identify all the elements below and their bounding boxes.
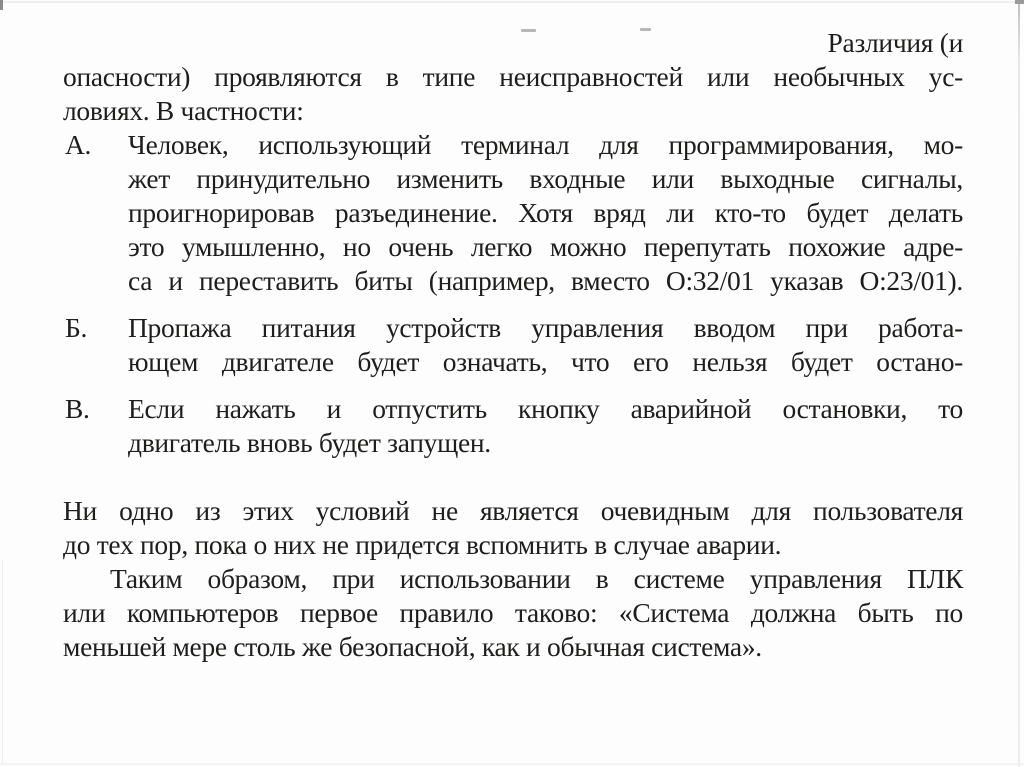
rule-paragraph (63, 562, 963, 664)
list-item-a-line: это умышленно, но очень легко можно перепутать похожие адре- (128, 231, 963, 262)
scan-edge-bottom (0, 763, 1024, 765)
list-item-b-label: Б. (65, 312, 88, 343)
intro-paragraph (63, 26, 963, 128)
scan-edge-top (0, 1, 1024, 3)
rule-line: меньшей мере столь же безопасной, как и обычная система». (63, 631, 762, 662)
rule-line: или компьютеров первое правило таково: «Система должна быть по (63, 597, 963, 628)
scan-edge-left (2, 560, 3, 765)
list-item-a-line: проигнорировав разъединение. Хотя вряд ли кто-то будет делать (128, 197, 963, 228)
scan-speck-top-left (0, 0, 3, 10)
list-item-v (63, 392, 963, 460)
intro-line: Различия (и (827, 27, 963, 58)
intro-line: опасности) проявляются в типе неисправностей или необычных ус- (63, 61, 963, 92)
summary-line: до тех пор, пока о них не придется вспомнить в случае аварии. (63, 529, 782, 560)
rule-line: Таким образом, при использовании в системе управления ПЛК (110, 563, 963, 594)
list-item-a-line: жет принудительно изменить входные или выходные сигналы, (128, 163, 963, 194)
list-item-a (63, 128, 963, 298)
scan-speck-top-right (1015, 0, 1024, 4)
scan-edge-right (1018, 0, 1020, 767)
list-item-b (63, 311, 963, 379)
summary-paragraph (63, 494, 963, 562)
list-item-v-line: Если нажать и отпустить кнопку аварийной остановки, то (128, 393, 963, 424)
list-item-a-line: са и переставить биты (например, вместо О:32/01 указав О:23/01). (128, 265, 963, 296)
list-item-a-line: Человек, использующий терминал для программирования, мо- (128, 129, 963, 160)
text-content (63, 26, 963, 664)
list-item-b-line: Пропажа питания устройств управления вводом при работа- (128, 312, 963, 343)
summary-line: Ни одно из этих условий не является очевидным для пользователя (63, 495, 963, 526)
list-item-v-label: В. (65, 393, 90, 424)
list-item-b-line: ющем двигателе будет означать, что его нельзя будет остано- (128, 346, 963, 377)
intro-line: ловиях. В частности: (63, 95, 304, 126)
list-item-a-label: А. (65, 129, 92, 160)
list-item-v-line: двигатель вновь будет запущен. (128, 427, 491, 458)
